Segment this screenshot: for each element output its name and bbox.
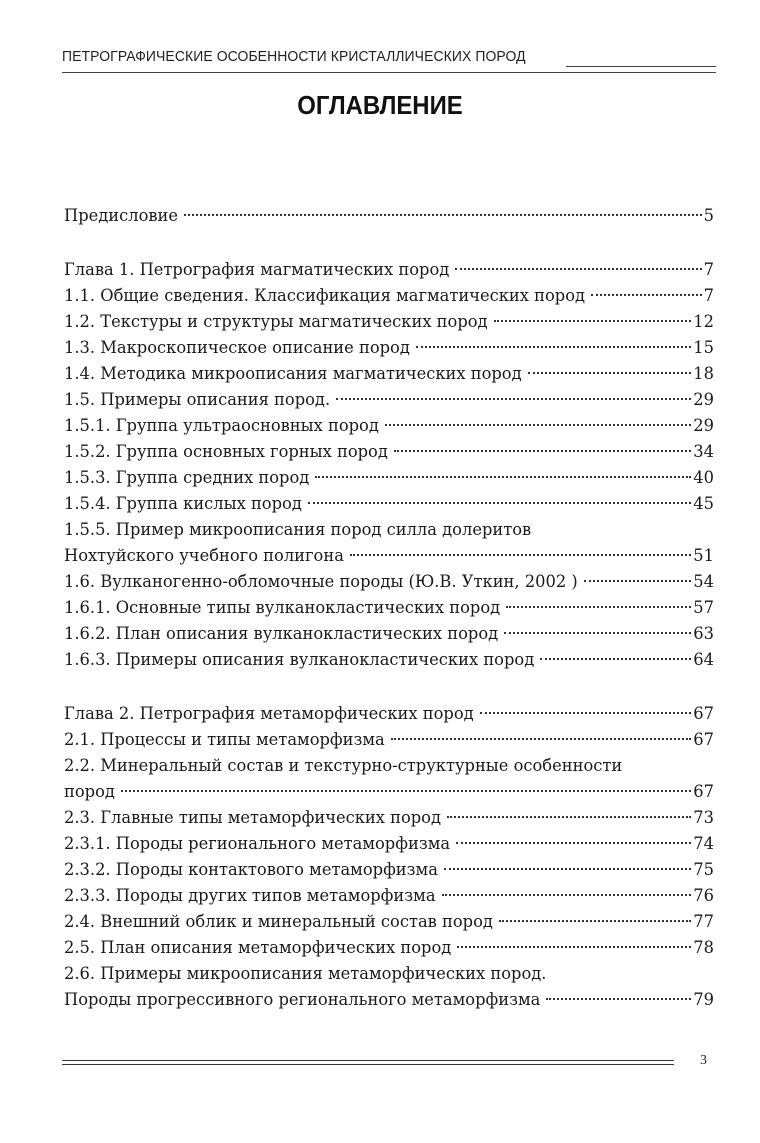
toc-entry xyxy=(64,203,714,229)
toc-entry-page: 76 xyxy=(693,886,714,905)
toc-entry-page: 7 xyxy=(703,260,714,279)
toc-entry-title: 1.4. Методика микроописания магматических пород xyxy=(64,364,522,383)
toc-leader-dots xyxy=(444,868,691,870)
toc-entry-title: 1.1. Общие сведения. Классификация магматических пород xyxy=(64,286,586,305)
toc-entry-title: 2.3. Главные типы метаморфических пород xyxy=(64,808,442,827)
toc-leader-dots xyxy=(546,998,691,1000)
toc-section-chapter1 xyxy=(64,257,714,673)
toc-entry-title: 2.6. Примеры микроописания метаморфических пород. xyxy=(64,964,547,983)
toc-entry-page: 29 xyxy=(693,416,714,435)
toc-leader-dots xyxy=(416,346,691,348)
toc-entry-page: 29 xyxy=(693,390,714,409)
toc-entry-title: 1.5.4. Группа кислых пород xyxy=(64,494,302,513)
toc-entry-title: пород xyxy=(64,782,115,801)
toc-entry-title: 1.6.2. План описания вулканокластических пород xyxy=(64,624,499,643)
toc-entry-title: 2.3.3. Породы других типов метаморфизма xyxy=(64,886,436,905)
toc-leader-dots xyxy=(584,580,692,582)
header-rule xyxy=(62,72,716,73)
toc-entry xyxy=(64,543,714,569)
toc-entry-title: Предисловие xyxy=(64,206,179,225)
toc-section-preface xyxy=(64,203,714,229)
toc-leader-dots xyxy=(455,268,701,270)
toc-entry-page: 18 xyxy=(693,364,714,383)
toc-leader-dots xyxy=(121,790,691,792)
toc-leader-dots xyxy=(528,372,692,374)
toc-entry-title: 1.6.1. Основные типы вулканокластических пород xyxy=(64,598,501,617)
toc-entry-page: 63 xyxy=(693,624,714,643)
toc-entry-title: 1.6.3. Примеры описания вулканокластических пород xyxy=(64,650,535,669)
toc-entry-page: 74 xyxy=(693,834,714,853)
toc-leader-dots xyxy=(540,658,691,660)
toc-leader-dots xyxy=(336,398,691,400)
toc-leader-dots xyxy=(394,450,691,452)
toc-entry xyxy=(64,595,714,621)
toc-entry-title: 1.5.3. Группа средних пород xyxy=(64,468,310,487)
footer-rule-top xyxy=(62,1060,674,1061)
toc-entry xyxy=(64,857,714,883)
toc-entry-page: 51 xyxy=(693,546,714,565)
toc-entry-page: 79 xyxy=(693,990,714,1009)
toc-entry-page: 15 xyxy=(693,338,714,357)
table-of-contents xyxy=(64,203,714,1013)
footer-rule-bottom xyxy=(62,1064,674,1065)
toc-entry-title: Глава 1. Петрография магматических пород xyxy=(64,260,450,279)
toc-leader-dots xyxy=(504,632,691,634)
toc-leader-dots xyxy=(506,606,691,608)
toc-entry xyxy=(64,987,714,1013)
toc-entry-page: 7 xyxy=(703,286,714,305)
toc-entry xyxy=(64,935,714,961)
toc-gap xyxy=(64,673,714,701)
toc-entry xyxy=(64,283,714,309)
toc-entry-page: 67 xyxy=(693,782,714,801)
toc-entry-title: 2.2. Минеральный состав и текстурно-структурные особенности xyxy=(64,756,623,775)
toc-entry-page: 54 xyxy=(693,572,714,591)
toc-entry-page: 67 xyxy=(693,730,714,749)
toc-entry-title: 2.4. Внешний облик и минеральный состав пород xyxy=(64,912,493,931)
toc-entry xyxy=(64,439,714,465)
toc-entry-page: 73 xyxy=(693,808,714,827)
toc-leader-dots xyxy=(184,214,702,216)
toc-leader-dots xyxy=(499,920,691,922)
toc-entry xyxy=(64,491,714,517)
toc-leader-dots xyxy=(385,424,691,426)
toc-section-chapter2 xyxy=(64,701,714,1013)
toc-entry-title: 1.5.1. Группа ультраосновных пород xyxy=(64,416,379,435)
toc-entry xyxy=(64,257,714,283)
toc-title: ОГЛАВЛЕНИЕ xyxy=(297,90,463,120)
toc-leader-dots xyxy=(447,816,691,818)
toc-entry-title: 1.2. Текстуры и структуры магматических пород xyxy=(64,312,488,331)
toc-entry xyxy=(64,779,714,805)
toc-entry-page: 34 xyxy=(693,442,714,461)
toc-entry xyxy=(64,413,714,439)
toc-entry xyxy=(64,647,714,673)
toc-entry xyxy=(64,831,714,857)
toc-leader-dots xyxy=(350,554,691,556)
toc-entry-title: Нохтуйского учебного полигона xyxy=(64,546,344,565)
toc-entry xyxy=(64,805,714,831)
toc-entry xyxy=(64,701,714,727)
toc-leader-dots xyxy=(308,502,691,504)
toc-entry-title: 1.5.2. Группа основных горных пород xyxy=(64,442,388,461)
toc-entry xyxy=(64,465,714,491)
toc-entry xyxy=(64,517,714,543)
toc-entry-title: Породы прогрессивного регионального метаморфизма xyxy=(64,990,541,1009)
toc-leader-dots xyxy=(456,842,691,844)
toc-entry xyxy=(64,309,714,335)
toc-entry xyxy=(64,727,714,753)
toc-entry-title: 2.3.2. Породы контактового метаморфизма xyxy=(64,860,438,879)
toc-entry-page: 64 xyxy=(693,650,714,669)
toc-entry xyxy=(64,909,714,935)
toc-entry xyxy=(64,961,714,987)
page-number: 3 xyxy=(700,1053,707,1068)
toc-entry-title: 1.3. Макроскопическое описание пород xyxy=(64,338,410,357)
header-short-rule xyxy=(566,66,716,67)
toc-leader-dots xyxy=(591,294,702,296)
toc-entry-page: 78 xyxy=(693,938,714,957)
toc-entry-title: 2.1. Процессы и типы метаморфизма xyxy=(64,730,385,749)
toc-entry xyxy=(64,387,714,413)
toc-entry-title: 1.5.5. Пример микроописания пород силла долеритов xyxy=(64,520,532,539)
toc-entry-page: 77 xyxy=(693,912,714,931)
toc-leader-dots xyxy=(457,946,691,948)
toc-leader-dots xyxy=(391,738,692,740)
toc-entry xyxy=(64,621,714,647)
toc-entry-page: 57 xyxy=(693,598,714,617)
toc-entry xyxy=(64,883,714,909)
toc-leader-dots xyxy=(442,894,692,896)
toc-entry-page: 75 xyxy=(693,860,714,879)
toc-entry xyxy=(64,335,714,361)
toc-entry-title: 1.5. Примеры описания пород. xyxy=(64,390,331,409)
toc-entry-page: 67 xyxy=(693,704,714,723)
toc-entry-title: 1.6. Вулканогенно-обломочные породы (Ю.В. Уткин, 2002 ) xyxy=(64,572,578,591)
toc-entry xyxy=(64,753,714,779)
toc-entry-title: 2.3.1. Породы регионального метаморфизма xyxy=(64,834,451,853)
toc-leader-dots xyxy=(315,476,691,478)
toc-entry-page: 5 xyxy=(703,206,714,225)
toc-gap xyxy=(64,229,714,257)
toc-entry-page: 45 xyxy=(693,494,714,513)
running-header: ПЕТРОГРАФИЧЕСКИЕ ОСОБЕННОСТИ КРИСТАЛЛИЧЕСКИХ ПОРОД xyxy=(62,48,526,65)
toc-entry-title: 2.5. План описания метаморфических пород xyxy=(64,938,452,957)
toc-entry-page: 12 xyxy=(693,312,714,331)
toc-entry xyxy=(64,569,714,595)
toc-entry-page: 40 xyxy=(693,468,714,487)
toc-entry xyxy=(64,361,714,387)
toc-entry-title: Глава 2. Петрография метаморфических пород xyxy=(64,704,474,723)
toc-leader-dots xyxy=(494,320,692,322)
toc-leader-dots xyxy=(480,712,692,714)
